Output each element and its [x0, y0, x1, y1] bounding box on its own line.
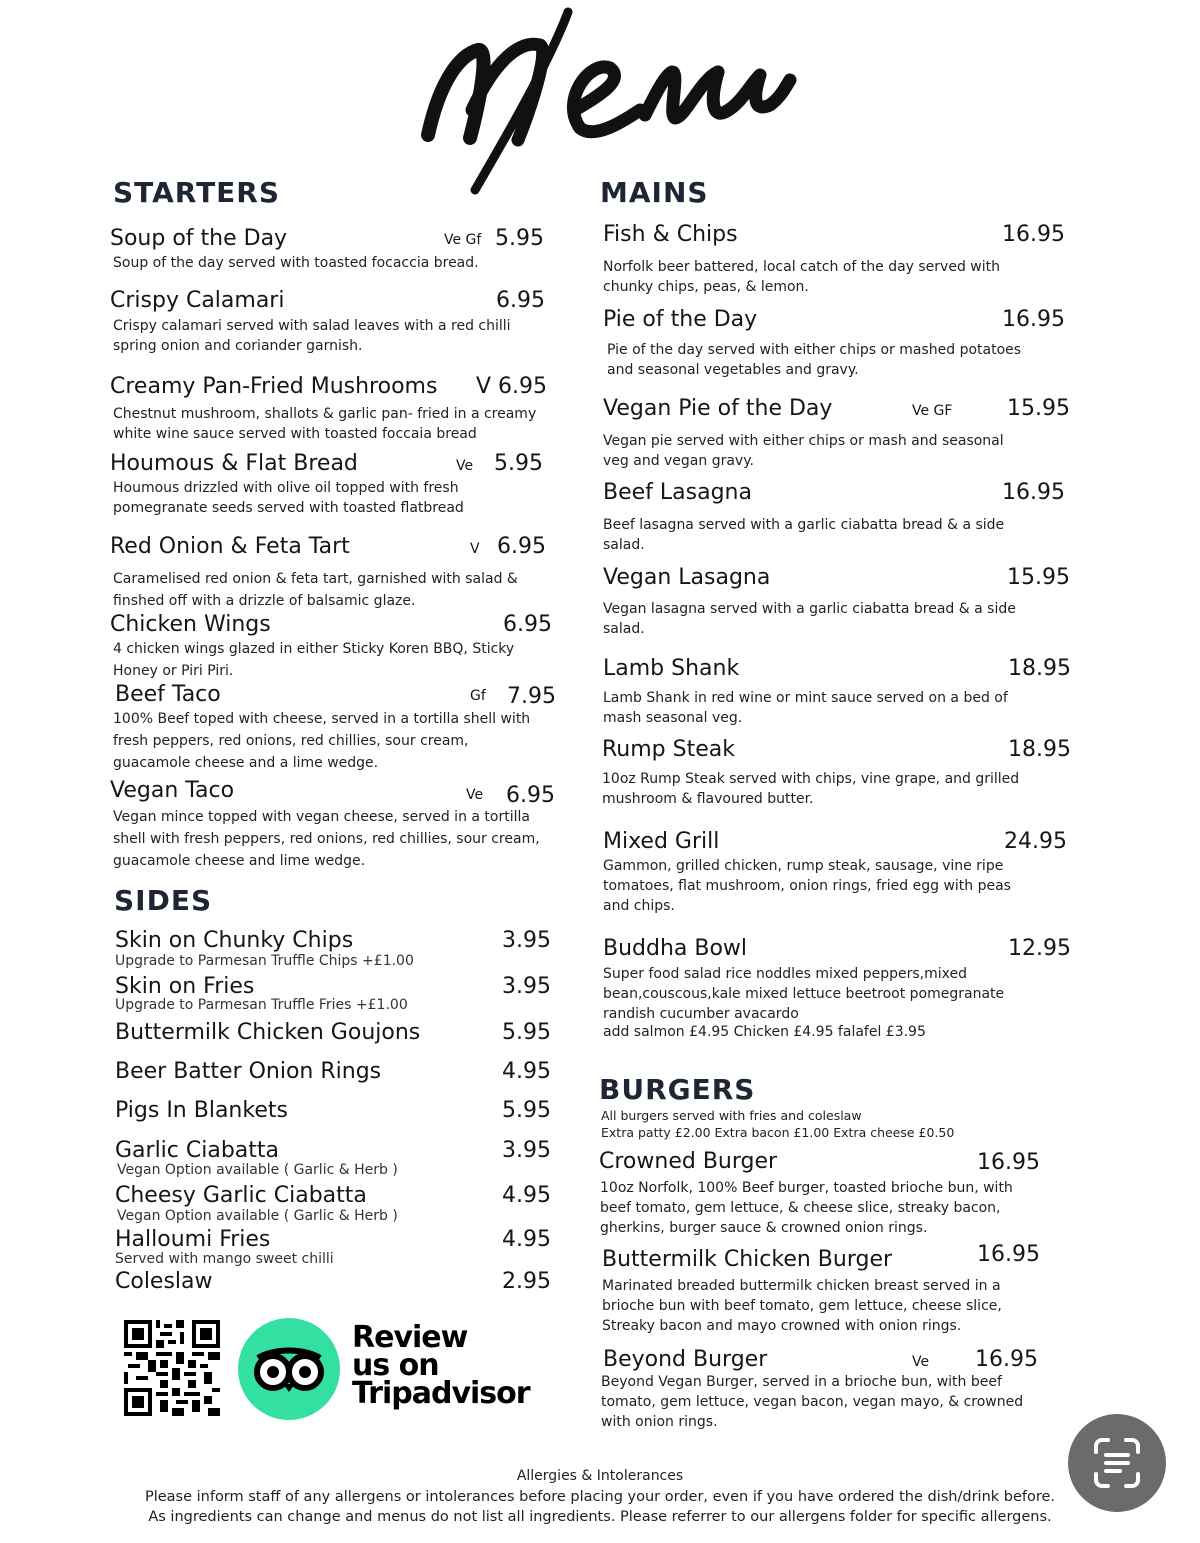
item-price: V 6.95: [476, 374, 548, 399]
review-line: Tripadvisor: [352, 1376, 530, 1411]
item-name: Buddha Bowl: [603, 936, 748, 961]
item-desc: Norfolk beer battered, local catch of the day served with chunky chips, peas, & lemon.: [603, 259, 1000, 295]
allergies-line1: Please inform staff of any allergens or intolerances before placing your order, even if you have ordered the dish/drink before.: [144, 1489, 1056, 1505]
item-price: 18.95: [1008, 656, 1071, 681]
item-price: 3.95: [502, 928, 551, 953]
item-name: Garlic Ciabatta: [115, 1138, 280, 1163]
item-name: Vegan Taco: [110, 778, 235, 803]
item-desc: Super food salad rice noddles mixed peppers,mixed bean,couscous,kale mixed lettuce beetroot pomegranate randish cucumber avacardo: [603, 966, 1005, 1022]
burgers-extras-note: Extra patty £2.00 Extra bacon £1.00 Extra cheese £0.50: [601, 1125, 955, 1140]
item-desc: 100% Beef toped with cheese, served in a tortilla shell with fresh peppers, red onions, red chillies, sour cream, guacamole cheese and a lime wedge.: [113, 711, 531, 771]
item-sub: Vegan Option available ( Garlic & Herb ): [117, 1162, 398, 1178]
tripadvisor-review-text[interactable]: [352, 1320, 530, 1411]
item-name: Chicken Wings: [110, 612, 271, 637]
item-desc: Houmous drizzled with olive oil topped with fresh pomegranate seeds served with toasted flatbread: [113, 480, 464, 516]
item-sub: Vegan Option available ( Garlic & Herb ): [117, 1208, 398, 1224]
item-name: Crowned Burger: [599, 1149, 778, 1174]
item-name: Cheesy Garlic Ciabatta: [115, 1183, 367, 1208]
item-price: 16.95: [1002, 307, 1065, 332]
item-desc: 10oz Norfolk, 100% Beef burger, toasted brioche bun, with beef tomato, gem lettuce, & cheese slice, streaky bacon, gherkins, burger sauce & crowned onion rings.: [600, 1180, 1013, 1236]
item-name: Coleslaw: [115, 1269, 213, 1294]
item-name: Buttermilk Chicken Goujons: [115, 1020, 421, 1045]
item-name: Halloumi Fries: [115, 1227, 271, 1252]
item-name: Skin on Chunky Chips: [115, 928, 354, 953]
item-name: Buttermilk Chicken Burger: [602, 1247, 893, 1272]
item-price: 16.95: [1002, 222, 1065, 247]
item-name: Pie of the Day: [603, 307, 758, 332]
item-name: Red Onion & Feta Tart: [110, 534, 350, 559]
item-name: Beef Lasagna: [603, 480, 752, 505]
item-price: 3.95: [502, 974, 551, 999]
item-price: 6.95: [496, 288, 545, 313]
item-name: Fish & Chips: [603, 222, 738, 247]
item-sub: Upgrade to Parmesan Truffle Fries +£1.00: [115, 997, 408, 1013]
diet-tag: V: [470, 541, 480, 557]
item-desc: Crispy calamari served with salad leaves with a red chilli spring onion and coriander garnish.: [113, 318, 511, 354]
diet-tag: Ve: [912, 1354, 930, 1370]
item-extra: add salmon £4.95 Chicken £4.95 falafel £3.95: [603, 1024, 926, 1040]
item-desc: Chestnut mushroom, shallots & garlic pan- fried in a creamy white wine sauce served with toasted foccaia bread: [113, 406, 537, 442]
item-price: 4.95: [502, 1227, 551, 1252]
item-name: Beef Taco: [115, 682, 221, 707]
item-desc: Lamb Shank in red wine or mint sauce served on a bed of mash seasonal veg.: [603, 690, 1008, 726]
item-price: 16.95: [1002, 480, 1065, 505]
item-price: 16.95: [975, 1347, 1038, 1372]
item-name: Rump Steak: [602, 737, 735, 762]
item-name: Crispy Calamari: [110, 288, 285, 313]
diet-tag: Ve Gf: [444, 232, 482, 248]
item-price: 12.95: [1008, 936, 1071, 961]
item-sub: Served with mango sweet chilli: [115, 1251, 334, 1267]
item-price: 15.95: [1007, 396, 1070, 421]
item-name: Soup of the Day: [110, 226, 288, 251]
item-price: 16.95: [977, 1150, 1040, 1175]
tripadvisor-logo[interactable]: [238, 1318, 340, 1420]
allergies-line2: As ingredients can change and menus do not list all ingredients. Please referrer to our allergens folder for specific allergens.: [148, 1509, 1052, 1525]
item-name: Beyond Burger: [603, 1347, 768, 1372]
item-price: 3.95: [502, 1138, 551, 1163]
item-desc: Gammon, grilled chicken, rump steak, sausage, vine ripe tomatoes, flat mushroom, onion rings, fried egg with peas and chips.: [603, 858, 1011, 914]
item-price: 4.95: [502, 1183, 551, 1208]
sides-heading: SIDES: [114, 884, 213, 917]
burgers-heading: BURGERS: [599, 1073, 756, 1106]
starters-heading: STARTERS: [113, 176, 281, 209]
item-price: 16.95: [977, 1242, 1040, 1267]
item-price: 6.95: [497, 534, 546, 559]
item-price: 7.95: [507, 684, 556, 709]
item-price: 5.95: [502, 1020, 551, 1045]
item-desc: Marinated breaded buttermilk chicken breast served in a brioche bun with beef tomato, gem lettuce, cheese slice, Streaky bacon and mayo crowned with onion rings.: [602, 1278, 1002, 1334]
menu-title-script: [400, 0, 820, 200]
mains-heading: MAINS: [600, 176, 709, 209]
item-name: Skin on Fries: [115, 974, 255, 999]
diet-tag: Ve: [456, 458, 474, 474]
item-price: 24.95: [1004, 829, 1067, 854]
item-name: Creamy Pan-Fried Mushrooms: [110, 374, 438, 399]
item-desc: Vegan mince topped with vegan cheese, served in a tortilla shell with fresh peppers, red onions, red chillies, sour cream, guacamole cheese and lime wedge.: [113, 809, 540, 869]
item-desc: Vegan pie served with either chips or mash and seasonal veg and vegan gravy.: [603, 433, 1004, 469]
item-desc: Soup of the day served with toasted focaccia bread.: [113, 255, 479, 271]
item-price: 6.95: [503, 612, 552, 637]
item-price: 4.95: [502, 1059, 551, 1084]
item-price: 5.95: [495, 226, 544, 251]
review-line: us on: [352, 1348, 439, 1383]
item-desc: Beef lasagna served with a garlic ciabatta bread & a side salad.: [603, 517, 1005, 553]
item-price: 6.95: [506, 783, 555, 808]
item-name: Houmous & Flat Bread: [110, 451, 358, 476]
item-desc: 10oz Rump Steak served with chips, vine grape, and grilled mushroom & flavoured butter.: [602, 771, 1020, 807]
diet-tag: Gf: [470, 688, 486, 704]
item-desc: Caramelised red onion & feta tart, garnished with salad & finshed off with a drizzle of balsamic glaze.: [113, 571, 518, 609]
allergies-title: Allergies & Intolerances: [516, 1468, 684, 1484]
item-price: 5.95: [494, 451, 543, 476]
item-name: Lamb Shank: [603, 656, 740, 681]
item-desc: Beyond Vegan Burger, served in a brioche bun, with beef tomato, gem lettuce, vegan bacon, vegan mayo, & crowned with onion rings.: [601, 1374, 1024, 1430]
item-sub: Upgrade to Parmesan Truffle Chips +£1.00: [115, 953, 414, 969]
owl-icon: [238, 1318, 340, 1420]
qr-code[interactable]: [124, 1320, 220, 1416]
item-price: 5.95: [502, 1098, 551, 1123]
burgers-note: All burgers served with fries and coleslaw: [601, 1108, 862, 1123]
item-name: Vegan Lasagna: [603, 565, 771, 590]
item-name: Vegan Pie of the Day: [603, 396, 833, 421]
review-line: Review: [352, 1320, 468, 1355]
item-price: 18.95: [1008, 737, 1071, 762]
diet-tag: Ve: [466, 787, 484, 803]
item-desc: 4 chicken wings glazed in either Sticky Koren BBQ, Sticky Honey or Piri Piri.: [113, 641, 515, 679]
diet-tag: Ve GF: [912, 403, 953, 419]
menu-title-text: Menu: [400, 0, 403, 1]
item-desc: Vegan lasagna served with a garlic ciabatta bread & a side salad.: [603, 601, 1016, 637]
item-price: 2.95: [502, 1269, 551, 1294]
item-name: Mixed Grill: [603, 829, 720, 854]
item-name: Beer Batter Onion Rings: [115, 1059, 382, 1084]
item-name: Pigs In Blankets: [115, 1098, 288, 1123]
item-desc: Pie of the day served with either chips or mashed potatoes and seasonal vegetables and gravy.: [607, 342, 1022, 378]
item-price: 15.95: [1007, 565, 1070, 590]
